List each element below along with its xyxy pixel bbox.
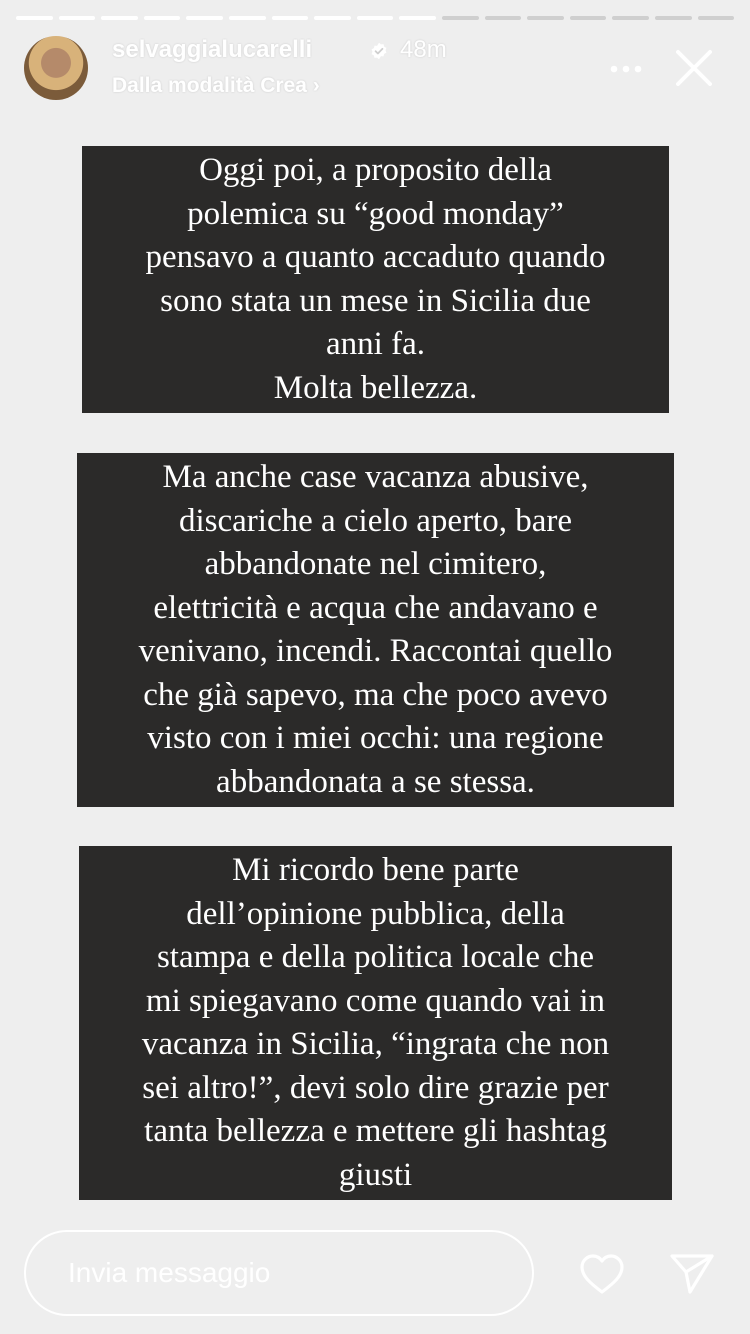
verified-icon: [370, 42, 388, 60]
progress-segment: [314, 16, 351, 20]
progress-segment: [485, 16, 522, 20]
progress-segment: [570, 16, 607, 20]
message-input[interactable]: [24, 1230, 534, 1316]
progress-segment: [272, 16, 309, 20]
username[interactable]: selvaggialucarelli: [112, 36, 313, 63]
progress-segment: [144, 16, 181, 20]
message-input-placeholder: Invia messaggio: [68, 1257, 271, 1288]
progress-segment: [357, 16, 394, 20]
story-text-block-3: Mi ricordo bene parte dell’opinione pubblica, della stampa e della politica locale che mi spiegavano come quando vai in vacanza in Sicilia, “ingrata che non sei altro!”, devi solo dire grazie per tanta bellezza e mettere gli hashtag giusti: [79, 846, 672, 1200]
heart-icon[interactable]: [578, 1252, 626, 1296]
post-time: 48m: [400, 36, 447, 63]
progress-segment: [186, 16, 223, 20]
create-mode-link[interactable]: Dalla modalità Crea ›: [112, 74, 320, 97]
progress-segment: [527, 16, 564, 20]
send-icon[interactable]: [668, 1250, 716, 1296]
story-header: [24, 36, 734, 102]
progress-segment: [442, 16, 479, 20]
progress-segment: [59, 16, 96, 20]
progress-segment: [399, 16, 436, 20]
story-progress-bar: [16, 16, 734, 20]
story-text-block-2: Ma anche case vacanza abusive, discariche a cielo aperto, bare abbandonate nel cimitero, elettricità e acqua che andavano e venivano, incendi. Raccontai quello che già sapevo, ma che poco avevo visto con i miei occhi: una regione abbandonata a se stessa.: [77, 453, 674, 807]
close-icon[interactable]: [672, 46, 716, 90]
avatar[interactable]: [24, 36, 88, 100]
progress-segment: [101, 16, 138, 20]
progress-segment: [698, 16, 735, 20]
progress-segment: [655, 16, 692, 20]
progress-segment: [16, 16, 53, 20]
more-icon[interactable]: [608, 54, 644, 84]
progress-segment: [612, 16, 649, 20]
story-text-block-1: Oggi poi, a proposito della polemica su “good monday” pensavo a quanto accaduto quando sono stata un mese in Sicilia due anni fa. Molta bellezza.: [82, 146, 669, 413]
progress-segment: [229, 16, 266, 20]
